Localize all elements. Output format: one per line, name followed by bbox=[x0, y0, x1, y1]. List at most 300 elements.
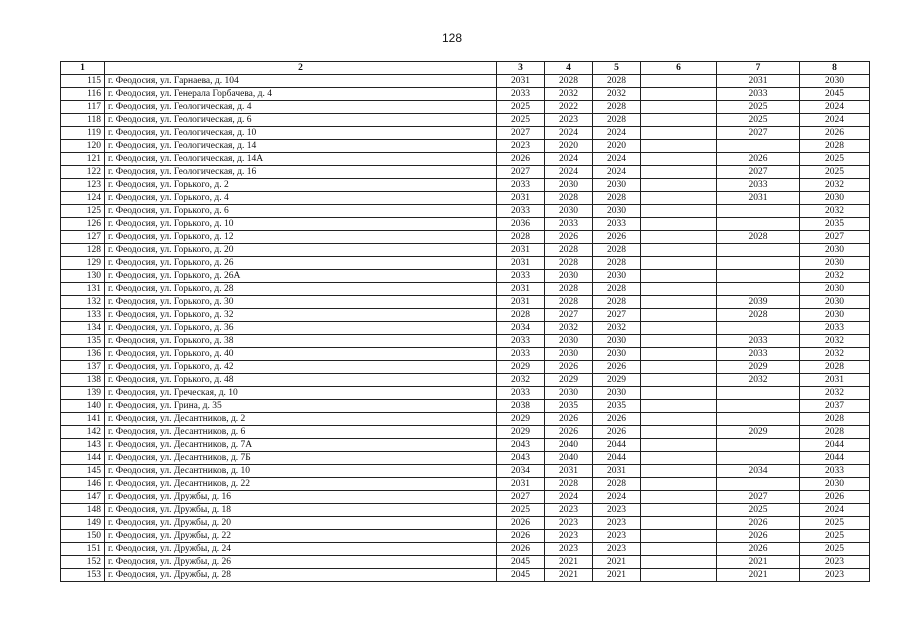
address-cell: г. Феодосия, ул. Горького, д. 26А bbox=[105, 270, 497, 283]
year-cell-col-7: 2033 bbox=[717, 348, 800, 361]
year-cell-col-3: 2026 bbox=[497, 530, 545, 543]
address-cell: г. Феодосия, ул. Горького, д. 20 bbox=[105, 244, 497, 257]
year-cell-col-4: 2029 bbox=[545, 374, 593, 387]
year-cell-col-8: 2025 bbox=[800, 530, 870, 543]
year-cell-col-7 bbox=[717, 322, 800, 335]
table-row bbox=[61, 400, 870, 413]
year-cell-col-5: 2023 bbox=[593, 543, 641, 556]
address-cell: г. Феодосия, ул. Дружбы, д. 20 bbox=[105, 517, 497, 530]
year-cell-col-6 bbox=[641, 569, 717, 582]
year-cell-col-6 bbox=[641, 296, 717, 309]
year-cell-col-6 bbox=[641, 400, 717, 413]
row-number-cell: 124 bbox=[61, 192, 105, 205]
year-cell-col-6 bbox=[641, 413, 717, 426]
table-row bbox=[61, 348, 870, 361]
year-cell-col-8: 2023 bbox=[800, 556, 870, 569]
table-row bbox=[61, 153, 870, 166]
year-cell-col-3: 2031 bbox=[497, 478, 545, 491]
year-cell-col-8: 2026 bbox=[800, 491, 870, 504]
year-cell-col-6 bbox=[641, 309, 717, 322]
year-cell-col-3: 2027 bbox=[497, 166, 545, 179]
address-cell: г. Феодосия, ул. Горького, д. 42 bbox=[105, 361, 497, 374]
year-cell-col-5: 2028 bbox=[593, 192, 641, 205]
row-number-cell: 119 bbox=[61, 127, 105, 140]
page-number: 128 bbox=[441, 31, 463, 45]
column-header-4: 4 bbox=[545, 62, 593, 75]
year-cell-col-6 bbox=[641, 127, 717, 140]
column-header-2: 2 bbox=[105, 62, 497, 75]
table-row bbox=[61, 309, 870, 322]
year-cell-col-6 bbox=[641, 387, 717, 400]
year-cell-col-6 bbox=[641, 114, 717, 127]
year-cell-col-7: 2026 bbox=[717, 517, 800, 530]
row-number-cell: 147 bbox=[61, 491, 105, 504]
column-header-1: 1 bbox=[61, 62, 105, 75]
year-cell-col-7: 2034 bbox=[717, 465, 800, 478]
table-row bbox=[61, 283, 870, 296]
table-row bbox=[61, 114, 870, 127]
row-number-cell: 141 bbox=[61, 413, 105, 426]
year-cell-col-7: 2025 bbox=[717, 504, 800, 517]
table-row bbox=[61, 335, 870, 348]
year-cell-col-7 bbox=[717, 400, 800, 413]
year-cell-col-3: 2036 bbox=[497, 218, 545, 231]
address-cell: г. Феодосия, ул. Греческая, д. 10 bbox=[105, 387, 497, 400]
year-cell-col-5: 2032 bbox=[593, 322, 641, 335]
year-cell-col-5: 2044 bbox=[593, 452, 641, 465]
year-cell-col-3: 2033 bbox=[497, 335, 545, 348]
year-cell-col-5: 2024 bbox=[593, 153, 641, 166]
row-number-cell: 136 bbox=[61, 348, 105, 361]
row-number-cell: 125 bbox=[61, 205, 105, 218]
year-cell-col-6 bbox=[641, 101, 717, 114]
year-cell-col-8: 2028 bbox=[800, 361, 870, 374]
year-cell-col-5: 2033 bbox=[593, 218, 641, 231]
year-cell-col-4: 2021 bbox=[545, 556, 593, 569]
year-cell-col-8: 2030 bbox=[800, 296, 870, 309]
address-cell: г. Феодосия, ул. Десантников, д. 10 bbox=[105, 465, 497, 478]
address-cell: г. Феодосия, ул. Горького, д. 38 bbox=[105, 335, 497, 348]
row-number-cell: 127 bbox=[61, 231, 105, 244]
address-cell: г. Феодосия, ул. Десантников, д. 7Б bbox=[105, 452, 497, 465]
year-cell-col-5: 2026 bbox=[593, 413, 641, 426]
year-cell-col-5: 2028 bbox=[593, 478, 641, 491]
year-cell-col-4: 2024 bbox=[545, 153, 593, 166]
row-number-cell: 115 bbox=[61, 75, 105, 88]
row-number-cell: 139 bbox=[61, 387, 105, 400]
year-cell-col-7: 2039 bbox=[717, 296, 800, 309]
year-cell-col-7: 2025 bbox=[717, 114, 800, 127]
row-number-cell: 126 bbox=[61, 218, 105, 231]
year-cell-col-7: 2021 bbox=[717, 569, 800, 582]
year-cell-col-5: 2030 bbox=[593, 348, 641, 361]
year-cell-col-5: 2029 bbox=[593, 374, 641, 387]
year-cell-col-8: 2035 bbox=[800, 218, 870, 231]
year-cell-col-8: 2032 bbox=[800, 387, 870, 400]
table-row bbox=[61, 244, 870, 257]
year-cell-col-4: 2028 bbox=[545, 283, 593, 296]
address-cell: г. Феодосия, ул. Дружбы, д. 16 bbox=[105, 491, 497, 504]
table-row bbox=[61, 452, 870, 465]
year-cell-col-5: 2035 bbox=[593, 400, 641, 413]
year-cell-col-8: 2024 bbox=[800, 101, 870, 114]
year-cell-col-8: 2030 bbox=[800, 244, 870, 257]
year-cell-col-4: 2026 bbox=[545, 361, 593, 374]
address-cell: г. Феодосия, ул. Горького, д. 12 bbox=[105, 231, 497, 244]
year-cell-col-6 bbox=[641, 439, 717, 452]
year-cell-col-7: 2026 bbox=[717, 153, 800, 166]
year-cell-col-4: 2023 bbox=[545, 504, 593, 517]
year-cell-col-8: 2030 bbox=[800, 192, 870, 205]
year-cell-col-7 bbox=[717, 140, 800, 153]
address-cell: г. Феодосия, ул. Геологическая, д. 14 bbox=[105, 140, 497, 153]
address-cell: г. Феодосия, ул. Десантников, д. 2 bbox=[105, 413, 497, 426]
year-cell-col-6 bbox=[641, 335, 717, 348]
year-cell-col-8: 2025 bbox=[800, 517, 870, 530]
row-number-cell: 137 bbox=[61, 361, 105, 374]
year-cell-col-7 bbox=[717, 218, 800, 231]
year-cell-col-4: 2030 bbox=[545, 270, 593, 283]
year-cell-col-5: 2032 bbox=[593, 88, 641, 101]
year-cell-col-7: 2033 bbox=[717, 88, 800, 101]
table-row bbox=[61, 322, 870, 335]
year-cell-col-4: 2028 bbox=[545, 192, 593, 205]
year-cell-col-8: 2028 bbox=[800, 140, 870, 153]
year-cell-col-7 bbox=[717, 439, 800, 452]
year-cell-col-8: 2028 bbox=[800, 413, 870, 426]
table-row bbox=[61, 478, 870, 491]
address-cell: г. Феодосия, ул. Горького, д. 2 bbox=[105, 179, 497, 192]
table-row bbox=[61, 192, 870, 205]
year-cell-col-3: 2043 bbox=[497, 452, 545, 465]
table-row bbox=[61, 426, 870, 439]
row-number-cell: 121 bbox=[61, 153, 105, 166]
year-cell-col-5: 2026 bbox=[593, 361, 641, 374]
year-cell-col-4: 2030 bbox=[545, 205, 593, 218]
table-row bbox=[61, 75, 870, 88]
address-cell: г. Феодосия, ул. Горького, д. 36 bbox=[105, 322, 497, 335]
year-cell-col-4: 2035 bbox=[545, 400, 593, 413]
table-row bbox=[61, 491, 870, 504]
year-cell-col-8: 2032 bbox=[800, 348, 870, 361]
year-cell-col-5: 2030 bbox=[593, 335, 641, 348]
address-cell: г. Феодосия, ул. Горького, д. 28 bbox=[105, 283, 497, 296]
table-row bbox=[61, 127, 870, 140]
year-cell-col-8: 2030 bbox=[800, 75, 870, 88]
year-cell-col-4: 2022 bbox=[545, 101, 593, 114]
year-cell-col-4: 2026 bbox=[545, 413, 593, 426]
year-cell-col-4: 2023 bbox=[545, 543, 593, 556]
address-cell: г. Феодосия, ул. Дружбы, д. 28 bbox=[105, 569, 497, 582]
row-number-cell: 118 bbox=[61, 114, 105, 127]
year-cell-col-7: 2027 bbox=[717, 166, 800, 179]
year-cell-col-8: 2032 bbox=[800, 270, 870, 283]
table-row bbox=[61, 166, 870, 179]
year-cell-col-6 bbox=[641, 504, 717, 517]
year-cell-col-6 bbox=[641, 361, 717, 374]
address-cell: г. Феодосия, ул. Генерала Горбачева, д. 4 bbox=[105, 88, 497, 101]
data-table bbox=[60, 61, 870, 582]
address-cell: г. Феодосия, ул. Горького, д. 40 bbox=[105, 348, 497, 361]
year-cell-col-4: 2023 bbox=[545, 517, 593, 530]
year-cell-col-6 bbox=[641, 283, 717, 296]
year-cell-col-3: 2031 bbox=[497, 296, 545, 309]
table-row bbox=[61, 504, 870, 517]
year-cell-col-6 bbox=[641, 140, 717, 153]
year-cell-col-7 bbox=[717, 244, 800, 257]
year-cell-col-3: 2038 bbox=[497, 400, 545, 413]
row-number-cell: 130 bbox=[61, 270, 105, 283]
year-cell-col-3: 2026 bbox=[497, 517, 545, 530]
year-cell-col-8: 2023 bbox=[800, 569, 870, 582]
year-cell-col-7 bbox=[717, 478, 800, 491]
year-cell-col-6 bbox=[641, 530, 717, 543]
year-cell-col-3: 2029 bbox=[497, 426, 545, 439]
row-number-cell: 150 bbox=[61, 530, 105, 543]
year-cell-col-8: 2028 bbox=[800, 426, 870, 439]
row-number-cell: 148 bbox=[61, 504, 105, 517]
table-row bbox=[61, 101, 870, 114]
year-cell-col-4: 2020 bbox=[545, 140, 593, 153]
row-number-cell: 133 bbox=[61, 309, 105, 322]
year-cell-col-4: 2028 bbox=[545, 257, 593, 270]
column-header-8: 8 bbox=[800, 62, 870, 75]
year-cell-col-5: 2023 bbox=[593, 530, 641, 543]
table-body bbox=[61, 75, 870, 582]
year-cell-col-8: 2037 bbox=[800, 400, 870, 413]
year-cell-col-3: 2033 bbox=[497, 88, 545, 101]
year-cell-col-3: 2025 bbox=[497, 504, 545, 517]
year-cell-col-3: 2033 bbox=[497, 205, 545, 218]
year-cell-col-8: 2025 bbox=[800, 153, 870, 166]
column-header-6: 6 bbox=[641, 62, 717, 75]
year-cell-col-3: 2029 bbox=[497, 361, 545, 374]
year-cell-col-6 bbox=[641, 478, 717, 491]
year-cell-col-3: 2045 bbox=[497, 556, 545, 569]
year-cell-col-7 bbox=[717, 205, 800, 218]
table-row bbox=[61, 543, 870, 556]
year-cell-col-7: 2025 bbox=[717, 101, 800, 114]
year-cell-col-5: 2021 bbox=[593, 569, 641, 582]
year-cell-col-7 bbox=[717, 452, 800, 465]
year-cell-col-8: 2031 bbox=[800, 374, 870, 387]
address-cell: г. Феодосия, ул. Гарнаева, д. 104 bbox=[105, 75, 497, 88]
table-row bbox=[61, 179, 870, 192]
year-cell-col-6 bbox=[641, 88, 717, 101]
row-number-cell: 131 bbox=[61, 283, 105, 296]
year-cell-col-3: 2027 bbox=[497, 491, 545, 504]
year-cell-col-3: 2033 bbox=[497, 348, 545, 361]
year-cell-col-6 bbox=[641, 166, 717, 179]
year-cell-col-4: 2028 bbox=[545, 244, 593, 257]
year-cell-col-3: 2031 bbox=[497, 283, 545, 296]
year-cell-col-7 bbox=[717, 257, 800, 270]
year-cell-col-5: 2024 bbox=[593, 491, 641, 504]
year-cell-col-7: 2026 bbox=[717, 530, 800, 543]
table-row bbox=[61, 374, 870, 387]
year-cell-col-4: 2030 bbox=[545, 348, 593, 361]
address-cell: г. Феодосия, ул. Горького, д. 6 bbox=[105, 205, 497, 218]
year-cell-col-8: 2032 bbox=[800, 205, 870, 218]
year-cell-col-4: 2024 bbox=[545, 491, 593, 504]
row-number-cell: 134 bbox=[61, 322, 105, 335]
year-cell-col-7: 2027 bbox=[717, 491, 800, 504]
year-cell-col-7 bbox=[717, 413, 800, 426]
table-row bbox=[61, 296, 870, 309]
year-cell-col-7: 2026 bbox=[717, 543, 800, 556]
table-row bbox=[61, 569, 870, 582]
address-cell: г. Феодосия, ул. Десантников, д. 22 bbox=[105, 478, 497, 491]
row-number-cell: 138 bbox=[61, 374, 105, 387]
year-cell-col-6 bbox=[641, 348, 717, 361]
row-number-cell: 149 bbox=[61, 517, 105, 530]
year-cell-col-4: 2030 bbox=[545, 387, 593, 400]
year-cell-col-6 bbox=[641, 517, 717, 530]
year-cell-col-4: 2027 bbox=[545, 309, 593, 322]
year-cell-col-8: 2025 bbox=[800, 166, 870, 179]
year-cell-col-3: 2031 bbox=[497, 244, 545, 257]
address-cell: г. Феодосия, ул. Десантников, д. 6 bbox=[105, 426, 497, 439]
year-cell-col-6 bbox=[641, 218, 717, 231]
year-cell-col-6 bbox=[641, 426, 717, 439]
year-cell-col-5: 2026 bbox=[593, 231, 641, 244]
year-cell-col-5: 2027 bbox=[593, 309, 641, 322]
address-cell: г. Феодосия, ул. Грина, д. 35 bbox=[105, 400, 497, 413]
address-cell: г. Феодосия, ул. Горького, д. 30 bbox=[105, 296, 497, 309]
year-cell-col-3: 2031 bbox=[497, 192, 545, 205]
year-cell-col-5: 2020 bbox=[593, 140, 641, 153]
year-cell-col-6 bbox=[641, 179, 717, 192]
year-cell-col-8: 2045 bbox=[800, 88, 870, 101]
year-cell-col-3: 2031 bbox=[497, 257, 545, 270]
year-cell-col-7: 2031 bbox=[717, 75, 800, 88]
row-number-cell: 140 bbox=[61, 400, 105, 413]
table-row bbox=[61, 205, 870, 218]
year-cell-col-6 bbox=[641, 231, 717, 244]
table-row bbox=[61, 140, 870, 153]
year-cell-col-7: 2033 bbox=[717, 179, 800, 192]
year-cell-col-8: 2030 bbox=[800, 283, 870, 296]
year-cell-col-7: 2027 bbox=[717, 127, 800, 140]
year-cell-col-6 bbox=[641, 452, 717, 465]
year-cell-col-6 bbox=[641, 556, 717, 569]
table-row bbox=[61, 465, 870, 478]
year-cell-col-5: 2030 bbox=[593, 179, 641, 192]
year-cell-col-6 bbox=[641, 491, 717, 504]
table-header bbox=[61, 62, 870, 75]
year-cell-col-3: 2025 bbox=[497, 114, 545, 127]
year-cell-col-6 bbox=[641, 322, 717, 335]
year-cell-col-3: 2033 bbox=[497, 179, 545, 192]
year-cell-col-5: 2028 bbox=[593, 244, 641, 257]
year-cell-col-8: 2030 bbox=[800, 478, 870, 491]
table-row bbox=[61, 257, 870, 270]
year-cell-col-6 bbox=[641, 270, 717, 283]
year-cell-col-5: 2028 bbox=[593, 114, 641, 127]
year-cell-col-5: 2044 bbox=[593, 439, 641, 452]
row-number-cell: 145 bbox=[61, 465, 105, 478]
year-cell-col-6 bbox=[641, 543, 717, 556]
year-cell-col-8: 2032 bbox=[800, 335, 870, 348]
year-cell-col-4: 2031 bbox=[545, 465, 593, 478]
year-cell-col-7: 2029 bbox=[717, 361, 800, 374]
table-row bbox=[61, 387, 870, 400]
year-cell-col-8: 2027 bbox=[800, 231, 870, 244]
year-cell-col-4: 2030 bbox=[545, 179, 593, 192]
year-cell-col-3: 2025 bbox=[497, 101, 545, 114]
year-cell-col-7: 2028 bbox=[717, 231, 800, 244]
year-cell-col-5: 2028 bbox=[593, 283, 641, 296]
address-cell: г. Феодосия, ул. Геологическая, д. 10 bbox=[105, 127, 497, 140]
address-cell: г. Феодосия, ул. Десантников, д. 7А bbox=[105, 439, 497, 452]
year-cell-col-3: 2026 bbox=[497, 153, 545, 166]
year-cell-col-5: 2024 bbox=[593, 166, 641, 179]
year-cell-col-5: 2030 bbox=[593, 205, 641, 218]
year-cell-col-4: 2024 bbox=[545, 166, 593, 179]
year-cell-col-7: 2031 bbox=[717, 192, 800, 205]
row-number-cell: 146 bbox=[61, 478, 105, 491]
year-cell-col-3: 2043 bbox=[497, 439, 545, 452]
year-cell-col-5: 2030 bbox=[593, 270, 641, 283]
year-cell-col-4: 2026 bbox=[545, 231, 593, 244]
year-cell-col-5: 2023 bbox=[593, 517, 641, 530]
year-cell-col-8: 2044 bbox=[800, 439, 870, 452]
year-cell-col-3: 2031 bbox=[497, 75, 545, 88]
year-cell-col-7 bbox=[717, 387, 800, 400]
year-cell-col-3: 2023 bbox=[497, 140, 545, 153]
address-cell: г. Феодосия, ул. Дружбы, д. 22 bbox=[105, 530, 497, 543]
year-cell-col-5: 2028 bbox=[593, 257, 641, 270]
column-header-5: 5 bbox=[593, 62, 641, 75]
year-cell-col-4: 2024 bbox=[545, 127, 593, 140]
year-cell-col-6 bbox=[641, 374, 717, 387]
row-number-cell: 135 bbox=[61, 335, 105, 348]
year-cell-col-3: 2033 bbox=[497, 270, 545, 283]
address-cell: г. Феодосия, ул. Дружбы, д. 26 bbox=[105, 556, 497, 569]
year-cell-col-6 bbox=[641, 244, 717, 257]
address-cell: г. Феодосия, ул. Горького, д. 4 bbox=[105, 192, 497, 205]
year-cell-col-4: 2040 bbox=[545, 439, 593, 452]
year-cell-col-6 bbox=[641, 153, 717, 166]
year-cell-col-8: 2032 bbox=[800, 179, 870, 192]
row-number-cell: 144 bbox=[61, 452, 105, 465]
address-cell: г. Феодосия, ул. Геологическая, д. 14А bbox=[105, 153, 497, 166]
table-row bbox=[61, 218, 870, 231]
row-number-cell: 116 bbox=[61, 88, 105, 101]
year-cell-col-8: 2030 bbox=[800, 257, 870, 270]
column-header-3: 3 bbox=[497, 62, 545, 75]
year-cell-col-4: 2028 bbox=[545, 296, 593, 309]
year-cell-col-4: 2028 bbox=[545, 478, 593, 491]
year-cell-col-6 bbox=[641, 192, 717, 205]
year-cell-col-7 bbox=[717, 270, 800, 283]
year-cell-col-4: 2023 bbox=[545, 114, 593, 127]
address-cell: г. Феодосия, ул. Горького, д. 10 bbox=[105, 218, 497, 231]
row-number-cell: 153 bbox=[61, 569, 105, 582]
row-number-cell: 122 bbox=[61, 166, 105, 179]
year-cell-col-5: 2026 bbox=[593, 426, 641, 439]
year-cell-col-8: 2025 bbox=[800, 543, 870, 556]
table-row bbox=[61, 88, 870, 101]
table-row bbox=[61, 439, 870, 452]
address-cell: г. Феодосия, ул. Геологическая, д. 6 bbox=[105, 114, 497, 127]
row-number-cell: 120 bbox=[61, 140, 105, 153]
row-number-cell: 123 bbox=[61, 179, 105, 192]
row-number-cell: 151 bbox=[61, 543, 105, 556]
year-cell-col-4: 2032 bbox=[545, 88, 593, 101]
year-cell-col-7: 2033 bbox=[717, 335, 800, 348]
row-number-cell: 143 bbox=[61, 439, 105, 452]
